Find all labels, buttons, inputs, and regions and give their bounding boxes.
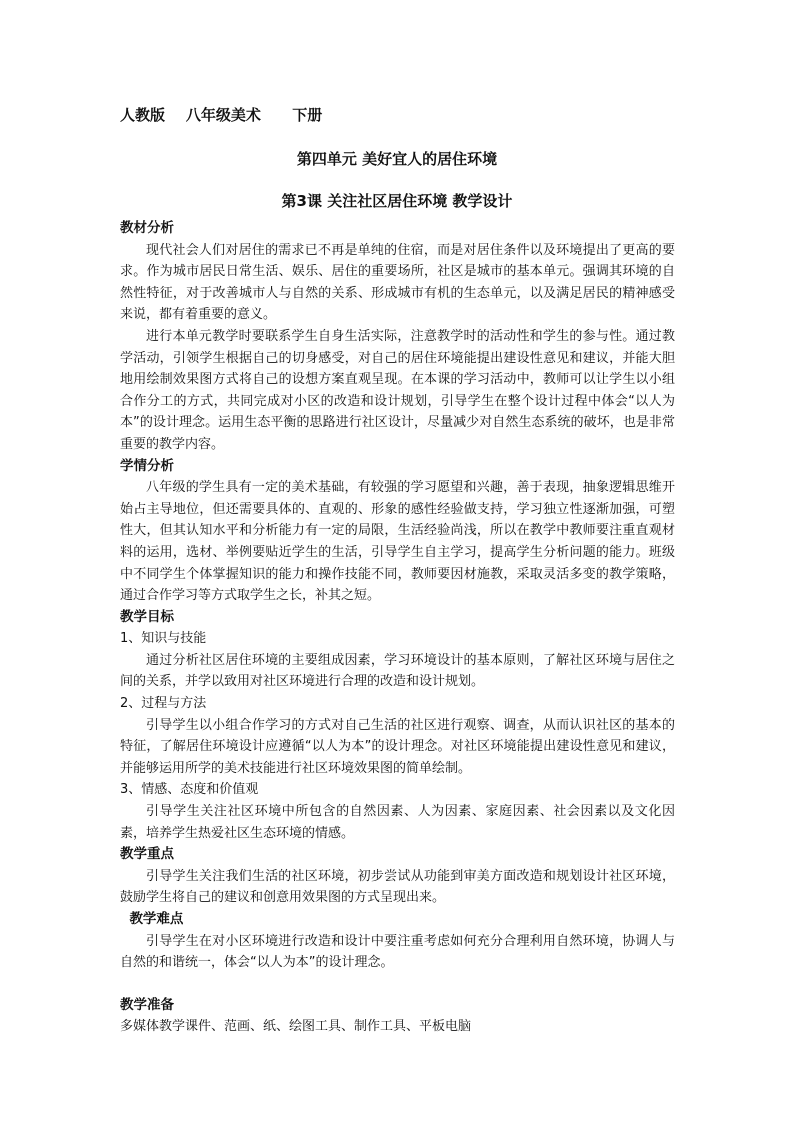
paragraph: 引导学生在对小区环境进行改造和设计中要注重考虑如何充分合理利用自然环境，协调人与自然的和谐统一，体会“以人为本”的设计理念。: [120, 933, 675, 971]
section-heading-student-analysis: 学情分析: [120, 457, 174, 474]
section-heading-key-points: 教学重点: [120, 846, 174, 863]
paragraph: 引导学生关注社区环境中所包含的自然因素、人为因素、家庭因素、社会因素以及文化因素，培养学生热爱社区生态环境的情感。: [120, 804, 675, 841]
unit-title: 第四单元 美好宜人的居住环境: [296, 150, 498, 168]
paragraph: 现代社会人们对居住的需求已不再是单纯的住宿，而是对居住条件以及环境提出了更高的要求。作为城市居民日常生活、娱乐、居住的重要场所，社区是城市的基本单元。强调其环境的自然性特征，对于改善城市人与自然的关系、形成城市有机的生态单元，以及满足居民的精神感受来说，都有着重要的意义。: [120, 242, 675, 323]
document-header: [120, 104, 322, 125]
subheading-emotion-values: 3、情感、态度和价值观: [120, 782, 259, 798]
paragraph: 通过分析社区居住环境的主要组成因素，学习环境设计的基本原则，了解社区环境与居住之间的关系，并学以致用对社区环境进行合理的改造和设计规划。: [120, 652, 675, 690]
section-heading-objectives: 教学目标: [120, 608, 174, 625]
paragraph: 引导学生以小组合作学习的方式对自己生活的社区进行观察、调查，从而认识社区的基本的特征，了解居住环境设计应遵循“以人为本”的设计理念。对社区环境能提出建设性意见和建议，并能够运用所学的美术技能进行社区环境效果图的简单绘制。: [120, 717, 675, 776]
paragraph: 八年级的学生具有一定的美术基础，有较强的学习愿望和兴趣，善于表现，抽象逻辑思维开始占主导地位，但还需要具体的、直观的、形象的感性经验做支持，学习独立性逐渐加强，可塑性大，但其认知水平和分析能力有一定的局限，生活经验尚浅，所以在教学中教师要注重直观材料的运用，选材、举例要贴近学生的生活，引导学生自主学习，提高学生分析问题的能力。班级中不同学生个体掌握知识的能力和操作技能不同，教师要因材施教，采取灵活多变的教学策略，通过合作学习等方式取学生之长，补其之短。: [120, 480, 675, 604]
paragraph: 多媒体教学课件、范画、纸、绘图工具、制作工具、平板电脑: [120, 1019, 472, 1035]
volume-label: 下册: [292, 106, 323, 124]
section-heading-material-analysis: 教材分析: [120, 220, 174, 236]
section-heading-difficulties: 教学难点: [129, 911, 184, 927]
publisher-label: 人教版: [120, 106, 166, 124]
subheading-process-methods: 2、过程与方法: [120, 696, 207, 712]
lesson-title: 第3课 关注社区居住环境 教学设计: [281, 192, 513, 210]
grade-label: 八年级美术: [185, 106, 261, 124]
document-body: [120, 218, 675, 1038]
subheading-knowledge-skills: 1、知识与技能: [120, 631, 207, 647]
spacer: [120, 974, 675, 995]
paragraph: 引导学生关注我们生活的社区环境，初步尝试从功能到审美方面改造和规划设计社区环境，鼓励学生将自己的建议和创意用效果图的方式呈现出来。: [120, 868, 675, 906]
paragraph: 进行本单元教学时要联系学生自身生活实际，注意教学时的活动性和学生的参与性。通过教学活动，引领学生根据自己的切身感受，对自己的居住环境能提出建设性意见和建议，并能大胆地用绘制效果图方式将自己的设想方案直观呈现。在本课的学习活动中，教师可以让学生以小组合作分工的方式，共同完成对小区的改造和设计规划，引导学生在整个设计过程中体会“以人为本”的设计理念。运用生态平衡的思路进行社区设计，尽量减少对自然生态系统的破坏，也是非常重要的教学内容。: [120, 328, 675, 452]
section-heading-preparation: 教学准备: [120, 996, 174, 1013]
